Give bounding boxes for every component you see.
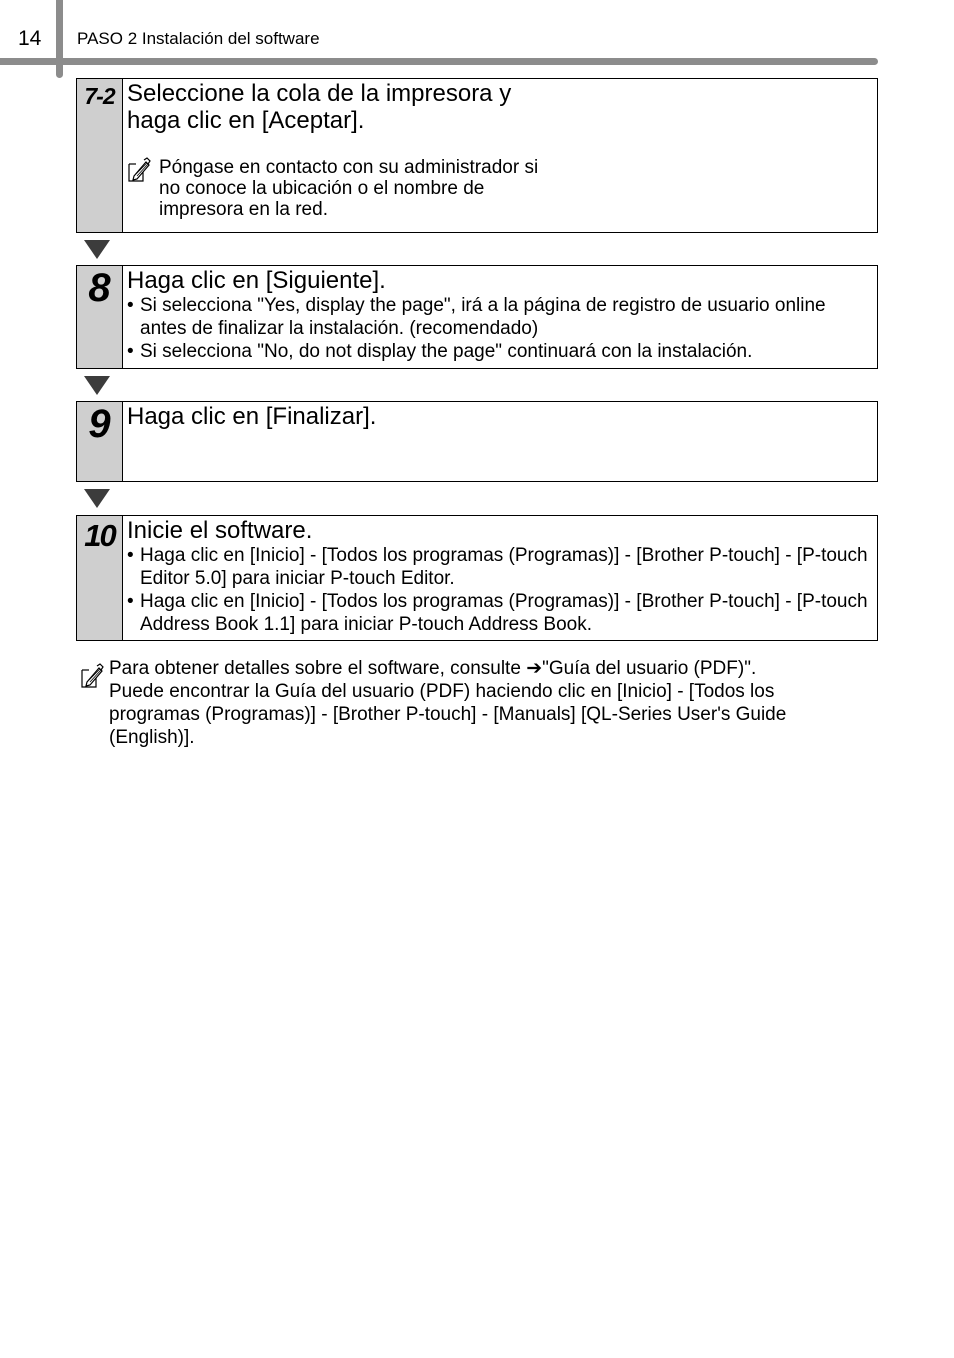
step-body <box>127 402 871 430</box>
footer-note-text <box>109 657 860 749</box>
bullet-list <box>127 544 871 636</box>
step-body <box>127 266 871 363</box>
step-number-text: 10 <box>84 518 115 553</box>
step-number <box>77 402 123 481</box>
step-number <box>77 516 123 640</box>
header-horizontal-bar <box>0 58 878 65</box>
step-10 <box>76 515 878 641</box>
header-title: PASO 2 Instalación del software <box>77 29 320 48</box>
step-title: Haga clic en [Siguiente]. <box>127 267 386 294</box>
step-number-text: 7-2 <box>84 83 115 109</box>
triangle-down-icon <box>84 489 110 508</box>
step-body <box>127 79 871 220</box>
step-body <box>127 516 871 636</box>
guide-reference: "Guía del usuario (PDF)". <box>542 658 757 679</box>
footer-note-rest: Puede encontrar la Guía del usuario (PDF) haciendo clic en [Inicio] - [Todos los programas (Programas)] - [Brother P-touch] - [Manuals] [QL-Series User's Guide (English)]. <box>109 681 787 748</box>
step-note-line: Póngase en contacto con su administrador si <box>159 157 539 178</box>
step-title <box>127 80 871 134</box>
list-item: • Si selecciona "Yes, display the page", irá a la página de registro de usuario online antes de finalizar la instalación. (recomendado) <box>127 294 871 340</box>
step-8 <box>76 265 878 369</box>
step-7-2 <box>76 78 878 233</box>
footer-note-prefix: Para obtener detalles sobre el software, consulte <box>109 658 527 679</box>
header-vertical-bar <box>56 0 63 78</box>
list-item: • Haga clic en [Inicio] - [Todos los programas (Programas)] - [Brother P-touch] - [P-touch Editor 5.0] para iniciar P-touch Editor. <box>127 544 871 590</box>
note-pencil-icon <box>80 663 104 689</box>
step-note-line: no conoce la ubicación o el nombre de <box>159 178 485 199</box>
step-title-line: Seleccione la cola de la impresora y <box>127 80 512 107</box>
step-title: Inicie el software. <box>127 517 313 544</box>
step-number-text: 8 <box>88 266 111 310</box>
step-number-text: 9 <box>88 402 111 446</box>
step-title: Haga clic en [Finalizar]. <box>127 403 377 430</box>
step-title-line: haga clic en [Aceptar]. <box>127 107 365 134</box>
note-pencil-icon <box>127 157 151 183</box>
step-number <box>77 266 123 368</box>
arrow-right-icon: ➔ <box>526 658 543 679</box>
footer-note <box>80 657 860 749</box>
step-9 <box>76 401 878 482</box>
triangle-down-icon <box>84 240 110 259</box>
page-number: 14 <box>18 27 42 50</box>
triangle-down-icon <box>84 376 110 395</box>
list-item: • Haga clic en [Inicio] - [Todos los programas (Programas)] - [Brother P-touch] - [P-touch Address Book 1.1] para iniciar P-touch Address Book. <box>127 590 871 636</box>
list-item: • Si selecciona "No, do not display the page" continuará con la instalación. <box>127 340 871 363</box>
step-number <box>77 79 123 232</box>
step-note <box>127 157 579 220</box>
step-note-line: impresora en la red. <box>159 199 328 220</box>
bullet-list <box>127 294 871 363</box>
